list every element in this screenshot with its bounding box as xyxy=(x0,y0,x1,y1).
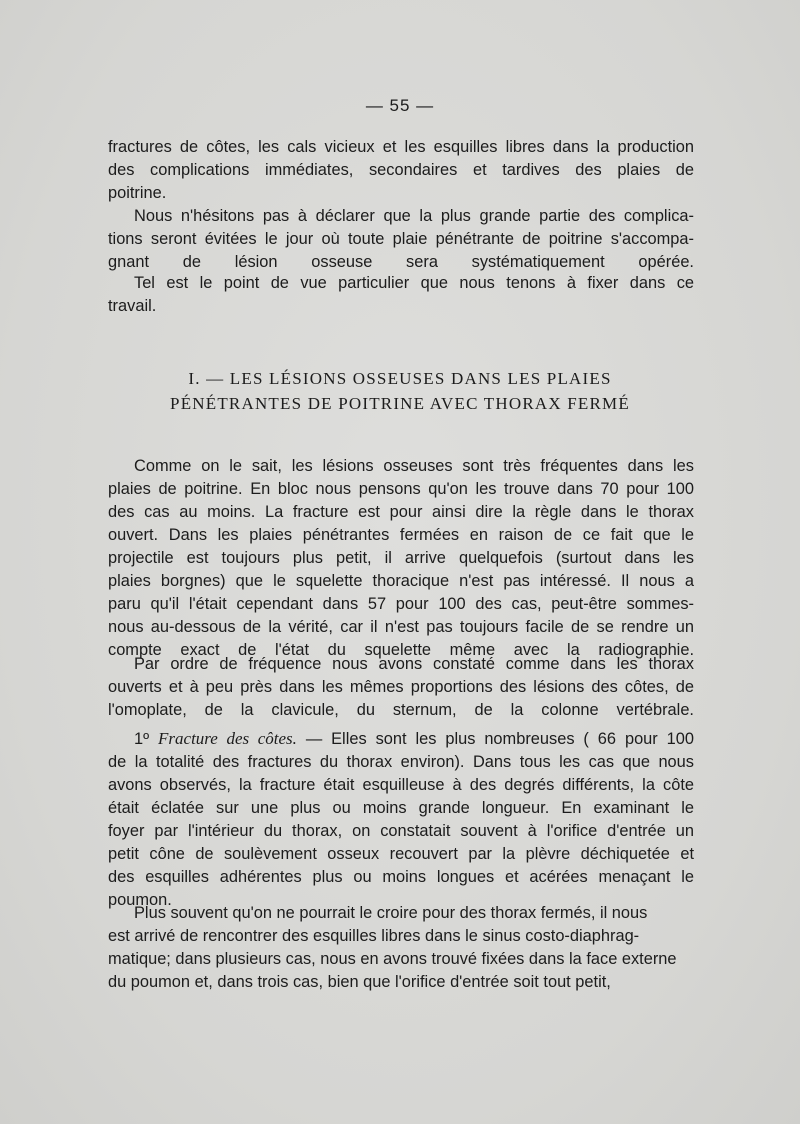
paragraph-1 xyxy=(108,136,694,205)
text-line: gnant de lésion osseuse sera systématiquement opérée. xyxy=(108,253,694,271)
text-line: projectile est toujours plus petit, il arrive quelquefois (surtout dans les xyxy=(108,549,694,567)
text-line: foyer par l'intérieur du thorax, on constatait souvent à l'orifice d'entrée un xyxy=(108,822,694,840)
text-line: matique; dans plusieurs cas, nous en avons trouvé fixées dans la face externe xyxy=(108,950,677,968)
text-line: plaies borgnes) que le squelette thoracique n'est pas intéressé. Il nous a xyxy=(108,572,694,590)
text-line: petit cône de soulèvement osseux recouvert par la plèvre déchiquetée et xyxy=(108,845,694,863)
text-line: des esquilles adhérentes plus ou moins longues et acérées menaçant le xyxy=(108,868,694,886)
text-line: fractures de côtes, les cals vicieux et les esquilles libres dans la production xyxy=(108,138,694,156)
text-line: de la totalité des fractures du thorax environ). Dans tous les cas que nous xyxy=(108,753,694,771)
text-line: poitrine. xyxy=(108,184,167,202)
text-line: des cas au moins. La fracture est pour ainsi dire la règle dans le thorax xyxy=(108,503,694,521)
text-line: tions seront évitées le jour où toute plaie pénétrante de poitrine s'accompa- xyxy=(108,230,694,248)
text-line: avons observés, la fracture était esquilleuse à des degrés différents, la côte xyxy=(108,776,694,794)
subsection-title: Fracture des côtes. xyxy=(158,729,297,748)
text-line: plaies de poitrine. En bloc nous pensons qu'on les trouve dans 70 pour 100 xyxy=(108,480,694,498)
paragraph-7 xyxy=(108,902,694,994)
text-line: des complications immédiates, secondaires et tardives des plaies de xyxy=(108,161,694,179)
paragraph-3 xyxy=(108,272,694,318)
text-line xyxy=(108,727,694,751)
paragraph-6 xyxy=(108,727,694,912)
text-line: nous au-dessous de la vérité, car il n'est pas toujours facile de se rendre un xyxy=(108,618,694,636)
text-line: ouverts et à peu près dans les mêmes proportions des lésions des côtes, de xyxy=(108,678,694,696)
text-line: Tel est le point de vue particulier que nous tenons à fixer dans ce xyxy=(134,274,694,292)
paragraph-2 xyxy=(108,205,694,274)
item-number: 1º xyxy=(134,730,159,748)
paragraph-4 xyxy=(108,455,694,662)
text-line: est arrivé de rencontrer des esquilles libres dans le sinus costo-diaphrag- xyxy=(108,927,640,945)
text-line: Nous n'hésitons pas à déclarer que la plus grande partie des complica- xyxy=(134,207,694,225)
text-line: paru qu'il l'était cependant dans 57 pour 100 des cas, peut-être sommes- xyxy=(108,595,694,613)
text-line: du poumon et, dans trois cas, bien que l'orifice d'entrée soit tout petit, xyxy=(108,973,611,991)
text-line: ouvert. Dans les plaies pénétrantes fermées en raison de ce fait que le xyxy=(108,526,694,544)
paragraph-5 xyxy=(108,653,694,722)
heading-line: PÉNÉTRANTES DE POITRINE AVEC THORAX FERMÉ xyxy=(170,394,630,413)
text-line: poumon. xyxy=(108,891,172,909)
text-line: Plus souvent qu'on ne pourrait le croire pour des thorax fermés, il nous xyxy=(134,904,648,922)
heading-line: I. — LES LÉSIONS OSSEUSES DANS LES PLAIES xyxy=(188,369,612,388)
text-line: compte exact de l'état du squelette même avec la radiographie. xyxy=(108,641,694,659)
text-fragment: — Elles sont les plus nombreuses ( 66 pour 100 xyxy=(296,730,695,748)
text-line: Comme on le sait, les lésions osseuses sont très fréquentes dans les xyxy=(134,457,694,475)
text-line: Par ordre de fréquence nous avons constaté comme dans les thorax xyxy=(134,655,694,673)
section-heading xyxy=(0,366,800,416)
page-number: — 55 — xyxy=(365,96,435,115)
text-line: travail. xyxy=(108,297,157,315)
text-line: était éclatée sur une plus ou moins grande longueur. En examinant le xyxy=(108,799,694,817)
text-line: l'omoplate, de la clavicule, du sternum, de la colonne vertébrale. xyxy=(108,701,694,719)
